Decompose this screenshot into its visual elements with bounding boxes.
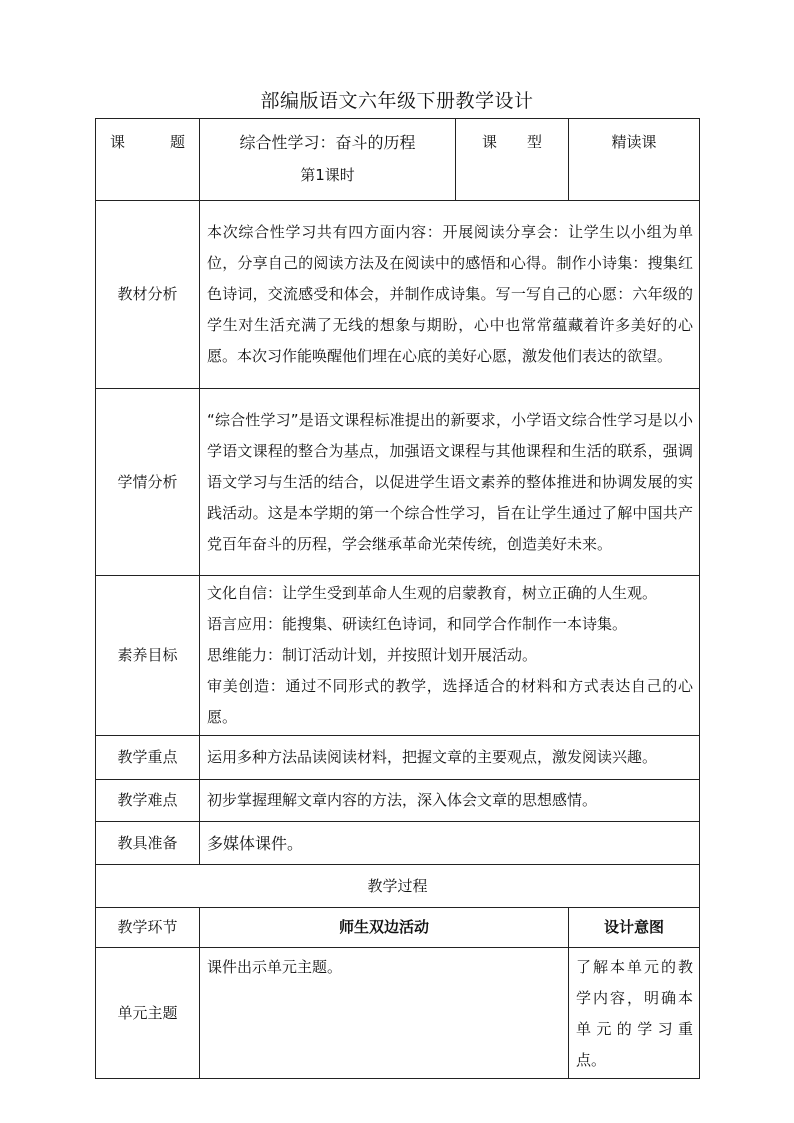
students-label: 学情分析 (96, 389, 200, 576)
difficulties-row (96, 780, 700, 822)
activity-column-header: 师生双边活动 (200, 908, 569, 948)
key-points-label: 教学重点 (96, 736, 200, 780)
header-row (96, 119, 700, 201)
type-label: 课 型 (456, 119, 569, 201)
tools-label: 教具准备 (96, 822, 200, 865)
topic-cell (200, 119, 456, 201)
students-row (96, 389, 700, 576)
process-activity: 课件出示单元主题。 (200, 948, 569, 1079)
document-title: 部编版语文六年级下册教学设计 (260, 90, 534, 112)
goal-language: 语言应用：能搜集、研读红色诗词，和同学合作制作一本诗集。 (207, 615, 628, 633)
process-columns-row (96, 908, 700, 948)
stage-column-header: 教学环节 (96, 908, 200, 948)
goal-aesthetic: 审美创造：通过不同形式的教学，选择适合的材料和方式表达自己的心愿。 (207, 677, 693, 726)
difficulties-label: 教学难点 (96, 780, 200, 822)
tools-text: 多媒体课件。 (200, 822, 700, 865)
key-points-text: 运用多种方法品读阅读材料，把握文章的主要观点，激发阅读兴趣。 (200, 736, 700, 780)
goals-row (96, 576, 700, 736)
students-text: “综合性学习”是语文课程标准提出的新要求，小学语文综合性学习是以小学语文课程的整合为基点，加强语文课程与其他课程和生活的联系，强调语文学习与生活的结合，以促进学生语文素养的整体推进和协调发展的实践活动。这是本学期的第一个综合性学习，旨在让学生通过了解中国共产党百年奋斗的历程，学会继承革命光荣传统，创造美好未来。 (200, 389, 700, 576)
topic-value: 综合性学习：奋斗的历程 (239, 133, 416, 152)
goal-thinking: 思维能力：制订活动计划，并按照计划开展活动。 (207, 646, 538, 664)
material-label: 教材分析 (96, 201, 200, 389)
tools-row (96, 822, 700, 865)
goals-label: 素养目标 (96, 576, 200, 736)
lesson-plan-table (95, 118, 700, 1079)
type-value: 精读课 (569, 119, 700, 201)
difficulties-text: 初步掌握理解文章内容的方法，深入体会文章的思想感情。 (200, 780, 700, 822)
process-heading: 教学过程 (96, 865, 700, 908)
process-row (96, 948, 700, 1079)
process-stage: 单元主题 (96, 948, 200, 1079)
key-points-row (96, 736, 700, 780)
intent-column-header: 设计意图 (569, 908, 700, 948)
topic-label: 课 题 (96, 119, 200, 201)
process-intent: 了解本单元的教学内容，明确本单元的学习重点。 (569, 948, 700, 1079)
process-heading-row (96, 865, 700, 908)
material-row (96, 201, 700, 389)
lesson-number: 第1课时 (300, 166, 355, 184)
material-text: 本次综合性学习共有四方面内容：开展阅读分享会：让学生以小组为单位，分享自己的阅读方法及在阅读中的感悟和心得。制作小诗集：搜集红色诗词，交流感受和体会，并制作成诗集。写一写自己的心愿：六年级的学生对生活充满了无线的想象与期盼，心中也常常蕴藏着许多美好的心愿。本次习作能唤醒他们埋在心底的美好心愿，激发他们表达的欲望。 (200, 201, 700, 389)
goals-cell (200, 576, 700, 736)
goal-culture: 文化自信：让学生受到革命人生观的启蒙教育，树立正确的人生观。 (207, 584, 658, 602)
